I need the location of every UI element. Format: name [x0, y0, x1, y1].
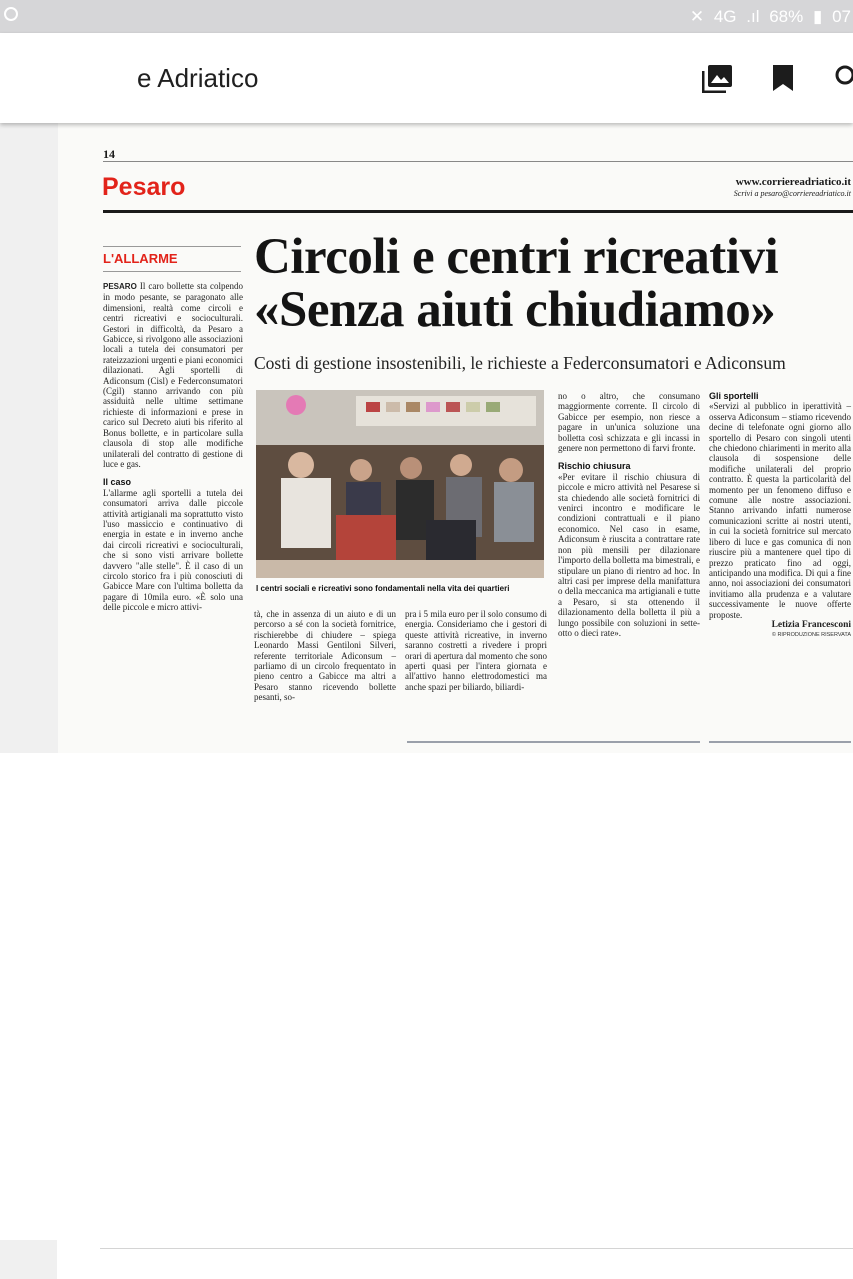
gallery-icon[interactable]	[702, 65, 732, 93]
photo-caption: I centri sociali e ricreativi sono fondamentali nella vita dei quartieri	[256, 584, 510, 593]
newspaper-page	[58, 123, 853, 753]
article-column	[558, 391, 700, 638]
article-column	[709, 391, 851, 641]
paragraph: no o altro, che consumano maggiormente corrente. Il circolo di Gabicce per esempio, non riesce a pagare in un'unica soluzione una bolletta così schizzata e gli incassi in genere non permettono di farvi fronte.	[558, 391, 700, 454]
article-column	[254, 609, 396, 703]
paragraph: «Servizi al pubblico in iperattività – osserva Adiconsum – stiamo ricevendo decine di telefonate ogni giorno allo sportello di Pesaro con singoli utenti che chiedono chiarimenti in merito alla clausola di sospensione delle modifiche unilaterali del proprio contratto. È questa la particolarità del momento per un fenomeno diffuso e comune alle nostre associazioni. Stanno arrivando infatti numerose comunicazioni scritte ai nostri utenti, in cui la società fornitrice sul mercato libero di luce e gas comunica di non riuscire più a mantenere quel tipo di prezzo praticato fino ad oggi, anticipando una modifica. Di qui a fine anno, noi associazioni dei consumatori invitiamo alla prudenza e a valutare successivamente le nuove offerte proposte.	[709, 401, 851, 620]
network-type: 4G	[713, 7, 737, 26]
article-photo[interactable]	[256, 390, 544, 578]
search-icon[interactable]	[834, 65, 853, 89]
paragraph: tà, che in assenza di un aiuto e di un percorso a sé con la società fornitrice, rischierebbe di chiudere – spiega Leonardo Massi Gentiloni Silveri, referente territoriale Adiconsum – parliamo di un circolo frequentato in pieno centro a Gabicce ma altri a Pesaro stanno ricevendo bollette pesanti, so-	[254, 609, 396, 703]
signal-icon: .ıl	[746, 7, 760, 26]
battery-level: 68%	[769, 7, 804, 26]
paragraph: Il caro bollette sta colpendo in modo pesante, se paragonato alle dimensioni, realtà come circoli e centri ricreativi e socioculturali. Gestori in difficoltà, da Pesaro a Gabicce, si rivolgono alle associazioni locali a tutela dei consumatori per rateizzazioni urgenti e piani economici dilazionati. Agli sportelli di Adiconsum (Cisl) e Federconsumatori (Cgil) stanno arrivando con più assiduità nelle ultime settimane richieste di informazioni e prese in carico sul Decreto aiuti bis riferito al Bonus bollette, e in particolare sulla clausola di stop alle modifiche unilaterali del contratto di gestione di luce e gas.	[103, 281, 243, 469]
subheadline: Costi di gestione insostenibili, le richieste a Federconsumatori e Adiconsum	[254, 353, 786, 373]
app-title: e Adriatico	[137, 63, 259, 93]
dateline: PESARO	[103, 282, 137, 291]
headline-line: «Senza aiuti chiudiamo»	[254, 282, 776, 338]
divider	[103, 246, 241, 247]
article-column	[405, 609, 547, 692]
mute-icon: ✕	[689, 7, 705, 26]
headline-line: Circoli e centri ricreativi	[254, 229, 779, 285]
status-bar	[0, 0, 853, 33]
kicker: L'ALLARME	[103, 251, 178, 266]
author: Letizia Francesconi	[771, 619, 851, 630]
article-column	[103, 281, 243, 613]
battery-icon: ▮	[812, 7, 823, 26]
crowd-photo-image	[256, 390, 544, 578]
paragraph: «Per evitare il rischio chiusura di piccole e micro attività nel Pesarese si sta chiedendo alle società fornitrici di venirci incontro e modificare le condizioni contrattuali e il piano economico. Nel caso in esame, Adiconsum è riuscita a contrattare rate non più mensili per dilazionare l'importo della bolletta ma bimestrali, e stipulare un piano di rientro ad hoc. In altri casi per imprese della manifattura o della meccanica ma artigianali e tutte a Pesaro, si sta ottenendo il dilazionamento della bolletta il più a lungo possibile con soluzioni in sette-otto o dieci rate».	[558, 471, 700, 638]
paragraph: L'allarme agli sportelli a tutela dei consumatori arriva dalle piccole attività artigianali ma soprattutto visto l'uso massiccio e continuativo di energia in estate e in inverno anche dai circoli ricreativi e socioculturali, che si sono visti arrivare bollette davvero "alle stelle". È il caso di un circolo storico fra i più conosciuti di Gabicce Mare con l'ultima bolletta da pagare di 10mila euro. «È solo una delle piccole e micro attivi-	[103, 487, 243, 613]
divider	[709, 741, 851, 743]
page-number: 14	[103, 147, 115, 161]
page-viewer[interactable]	[0, 123, 853, 753]
subheading: Rischio chiusura	[558, 461, 631, 472]
margin-panel	[0, 1240, 57, 1279]
subheading: Gli sportelli	[709, 391, 759, 401]
app-bar	[0, 33, 853, 123]
subheading: Il caso	[103, 477, 132, 488]
clock: 07	[832, 7, 851, 26]
contact-email: Scrivi a pesaro@corriereadriatico.it	[733, 189, 851, 198]
sync-icon	[4, 7, 18, 21]
status-indicators	[685, 7, 851, 27]
divider	[100, 1248, 853, 1249]
headline	[254, 231, 853, 337]
section-title: Pesaro	[102, 173, 186, 201]
website: www.corriereadriatico.it	[735, 176, 851, 188]
divider	[103, 161, 853, 162]
copyright: © RIPRODUZIONE RISERVATA	[771, 632, 851, 639]
section-rule	[103, 210, 853, 213]
paragraph: pra i 5 mila euro per il solo consumo di energia. Consideriamo che i gestori di queste attività ricreative, in inverno saranno costretti a rivedere i propri orari di apertura dal momento che sono aperti quasi per l'intera giornata e all'attivo hanno elettrodomestici ma anche spazi per biliardo, biliardi-	[405, 609, 547, 692]
divider	[407, 741, 700, 743]
bookmark-icon[interactable]	[773, 65, 793, 91]
divider	[103, 271, 241, 272]
